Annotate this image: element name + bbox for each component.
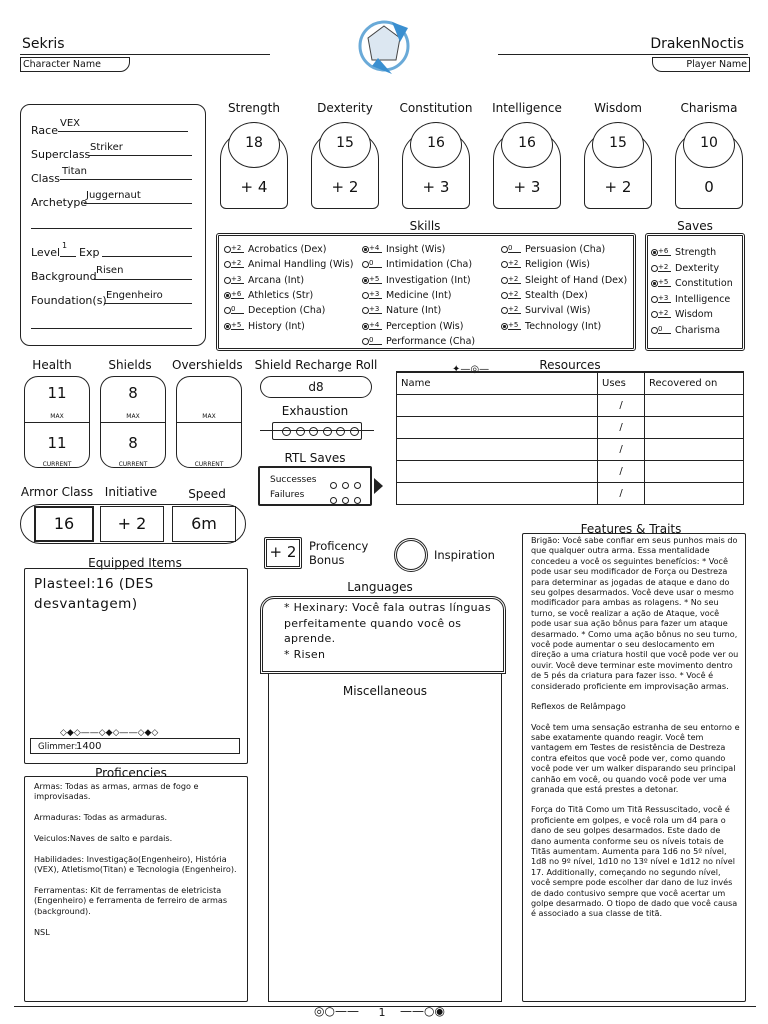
save-bonus: +6 bbox=[658, 247, 671, 256]
resource-uses[interactable]: / bbox=[598, 483, 645, 505]
health-max-value[interactable]: 11 bbox=[47, 384, 67, 402]
skill-proficiency-toggle[interactable] bbox=[362, 277, 369, 284]
skill-row[interactable] bbox=[224, 244, 327, 255]
ability-score-4[interactable]: 15 bbox=[609, 135, 627, 151]
character-name-label: Character Name bbox=[20, 57, 130, 72]
skill-name: Insight (Wis) bbox=[386, 244, 446, 255]
skill-name: Stealth (Dex) bbox=[525, 289, 588, 301]
features-text[interactable] bbox=[531, 535, 741, 929]
misc-title: Miscellaneous bbox=[342, 684, 428, 698]
exhaustion-label: Exhaustion bbox=[281, 404, 349, 418]
ability-mod-1: + 2 bbox=[331, 178, 359, 196]
identity-blank-line-2 bbox=[31, 328, 192, 329]
resource-uses[interactable]: / bbox=[598, 461, 645, 483]
proficiency-item: Armas: Todas as armas, armas de fogo e improvisadas. bbox=[34, 781, 199, 802]
superclass-label: Superclass bbox=[31, 148, 91, 161]
save-proficiency-toggle[interactable] bbox=[651, 249, 658, 256]
skill-row[interactable] bbox=[501, 275, 627, 286]
skill-name: Investigation (Int) bbox=[386, 274, 471, 286]
proficiencies-list[interactable] bbox=[34, 781, 240, 947]
emblem-icon bbox=[352, 14, 416, 78]
inspiration-field[interactable] bbox=[394, 538, 428, 572]
save-row[interactable] bbox=[651, 278, 733, 289]
proficiency-value: + 2 bbox=[269, 543, 297, 561]
skill-bonus: +2 bbox=[508, 305, 521, 314]
health-label: Health bbox=[32, 358, 72, 372]
ability-name-2: Constitution bbox=[399, 101, 473, 115]
player-name-underline bbox=[498, 54, 748, 55]
proficiency-item: NSL bbox=[34, 926, 50, 937]
skill-bonus: 0 bbox=[231, 305, 244, 314]
skill-row[interactable] bbox=[224, 259, 353, 270]
skill-row[interactable] bbox=[362, 336, 475, 347]
overshields-label: Overshields bbox=[172, 358, 243, 372]
ability-score-0[interactable]: 18 bbox=[245, 135, 263, 151]
skill-row[interactable] bbox=[362, 259, 472, 270]
save-name: Constitution bbox=[675, 278, 733, 289]
ability-mod-0: + 4 bbox=[240, 178, 268, 196]
skill-row[interactable] bbox=[224, 275, 304, 286]
feature-paragraph: Força do Titã Como um Titã Ressuscitado, você é proficiente em golpes, e você rola um d4 para o dano de seu golpes desarmados. Este dado de dano aumenta conforme seu os níveis totais de Titãs aumentam. Aumenta para 1d6 no 5º nível, 1d8 no 9º nível, 1d10 no 13º nível e 1d12 no nível 17. Additionally, começando no segundo nível, você sempre pode escolher dar dano de luz invés de dado contusivo sempre que você acertar um golpe desarmado. O tiopo de dado que você causa é associado a sua classe de titã. bbox=[531, 804, 738, 919]
save-bonus: +2 bbox=[658, 309, 671, 318]
proficiencies-title: Proficencies bbox=[95, 766, 167, 780]
skill-row[interactable] bbox=[362, 290, 451, 301]
overshields-max-label: MAX bbox=[202, 413, 216, 420]
skill-name: Intimidation (Cha) bbox=[386, 259, 473, 271]
skill-proficiency-toggle[interactable] bbox=[501, 292, 508, 299]
skill-name: Performance (Cha) bbox=[386, 335, 476, 347]
skill-bonus: 0 bbox=[369, 259, 382, 268]
health-current-value[interactable]: 11 bbox=[47, 434, 67, 452]
skill-proficiency-toggle[interactable] bbox=[501, 277, 508, 284]
skill-row[interactable] bbox=[362, 244, 445, 255]
skill-proficiency-toggle[interactable] bbox=[224, 307, 231, 314]
resource-name[interactable] bbox=[397, 417, 598, 439]
skill-proficiency-toggle[interactable] bbox=[224, 261, 231, 268]
ability-score-2[interactable]: 16 bbox=[427, 135, 445, 151]
skill-proficiency-toggle[interactable] bbox=[224, 277, 231, 284]
proficiency-item: Habilidades: Investigação(Engenheiro), História (VEX), Atletismo(Titan) e Tecnologia (Engenheiro). bbox=[34, 853, 237, 875]
save-bonus: +2 bbox=[658, 263, 671, 272]
skill-name: Deception (Cha) bbox=[248, 305, 326, 317]
skill-bonus: +3 bbox=[369, 290, 382, 299]
skill-proficiency-toggle[interactable] bbox=[224, 246, 231, 253]
resources-table bbox=[396, 372, 744, 505]
skill-proficiency-toggle[interactable] bbox=[224, 323, 231, 330]
save-name: Charisma bbox=[675, 324, 721, 336]
skill-bonus: +6 bbox=[231, 290, 244, 299]
equipped-text[interactable]: Plasteel:16 (DES desvantagem) bbox=[34, 576, 154, 612]
language-item: * Hexinary: Você fala outras línguas perfeitamente quando você os aprende. bbox=[284, 601, 491, 645]
shields-max-label: MAX bbox=[126, 413, 140, 420]
skill-row[interactable] bbox=[224, 290, 313, 301]
skill-proficiency-toggle[interactable] bbox=[362, 261, 369, 268]
save-row[interactable] bbox=[651, 247, 716, 258]
skill-row[interactable] bbox=[224, 305, 325, 316]
glimmer-label: Glimmer: bbox=[38, 742, 78, 752]
ability-score-1[interactable]: 15 bbox=[336, 135, 354, 151]
ability-mod-3: + 3 bbox=[513, 178, 541, 196]
skill-proficiency-toggle[interactable] bbox=[362, 246, 369, 253]
save-bonus: +3 bbox=[658, 294, 671, 303]
skill-row[interactable] bbox=[501, 305, 591, 316]
skill-row[interactable] bbox=[362, 275, 471, 286]
resource-row[interactable] bbox=[397, 439, 744, 461]
initiative-value: + 2 bbox=[117, 514, 147, 533]
feature-paragraph: Brigão: Você sabe confiar em seus punhos mais do que qualquer outra arma. Essa mentalidade concedeu a você os seguintes benefícios: * Você pode usar seu modificador de Força ou Destreza para determinar as jogadas de ataque e dano do seu golpes desarmados. Você deve usar o mesmo modificador para ambas as rolagens. * No seu turno, se você realizar a ação de Ataque, você pode usar sua ação bônus para fazer um ataque desarmado. * Como uma ação bônus no seu turno, você pode aumentar o seu deslocamento em direção a uma criatura hostil que você pode ver ou ouvir. Você deve terminar este movimento dentro de 5 pés da criatura para fazer isso. * Você é considerado proficiente em improvisação armas. bbox=[531, 535, 739, 691]
resource-name[interactable] bbox=[397, 395, 598, 417]
skill-proficiency-toggle[interactable] bbox=[362, 292, 369, 299]
resources-title: Resources bbox=[539, 358, 601, 372]
skill-name: Nature (Int) bbox=[386, 305, 442, 317]
rtl-saves-label: RTL Saves bbox=[284, 451, 346, 465]
shields-label: Shields bbox=[108, 358, 152, 372]
skill-name: Persuasion (Cha) bbox=[525, 244, 606, 255]
skill-name: Animal Handling (Wis) bbox=[248, 259, 354, 271]
skill-proficiency-toggle[interactable] bbox=[362, 323, 369, 330]
shield-recharge-value: d8 bbox=[308, 380, 324, 394]
skill-name: Survival (Wis) bbox=[525, 305, 591, 317]
save-proficiency-toggle[interactable] bbox=[651, 265, 658, 272]
skill-row[interactable] bbox=[501, 259, 590, 270]
class-value[interactable]: Titan bbox=[62, 166, 87, 177]
footer-ornament-icon: ◎○—— bbox=[314, 1004, 359, 1018]
save-proficiency-toggle[interactable] bbox=[651, 327, 658, 334]
save-name: Strength bbox=[675, 247, 717, 258]
health-current-label: CURRENT bbox=[42, 461, 72, 468]
save-name: Dexterity bbox=[675, 262, 720, 274]
ability-mod-5: 0 bbox=[704, 178, 714, 196]
overshields-divider bbox=[176, 422, 242, 423]
language-item: * Risen bbox=[284, 647, 326, 661]
proficiency-label-line2: Bonus bbox=[309, 553, 345, 567]
proficiency-item: Armaduras: Todas as armaduras. bbox=[34, 812, 168, 823]
skill-bonus: +2 bbox=[508, 290, 521, 299]
skill-row[interactable] bbox=[501, 321, 601, 332]
languages-title: Languages bbox=[347, 580, 413, 594]
skill-proficiency-toggle[interactable] bbox=[501, 323, 508, 330]
identity-blank-line-1 bbox=[31, 228, 192, 229]
skill-bonus: +2 bbox=[231, 259, 244, 268]
race-line bbox=[58, 131, 188, 132]
skill-bonus: +5 bbox=[231, 321, 244, 330]
skill-proficiency-toggle[interactable] bbox=[362, 338, 369, 345]
skill-proficiency-toggle[interactable] bbox=[362, 307, 369, 314]
skill-bonus: 0 bbox=[369, 336, 382, 345]
save-bonus: +5 bbox=[658, 278, 671, 287]
save-bonus: 0 bbox=[658, 325, 671, 334]
skill-bonus: +2 bbox=[508, 259, 521, 268]
ability-score-3[interactable]: 16 bbox=[518, 135, 536, 151]
skill-bonus: 0 bbox=[508, 244, 521, 253]
exp-line bbox=[102, 256, 192, 257]
proficiency-item: Veiculos:Naves de salto e pardais. bbox=[34, 833, 173, 843]
resources-ornament-icon: ✦—◎— bbox=[452, 364, 490, 375]
resource-row[interactable] bbox=[397, 395, 744, 417]
skill-bonus: +5 bbox=[508, 321, 521, 330]
race-value[interactable]: VEX bbox=[60, 118, 81, 129]
ability-mod-2: + 3 bbox=[422, 178, 450, 196]
save-proficiency-toggle[interactable] bbox=[651, 280, 658, 287]
class-label: Class bbox=[31, 172, 60, 185]
resource-recovered[interactable] bbox=[645, 417, 744, 439]
skill-name: Arcana (Int) bbox=[248, 274, 305, 286]
skill-bonus: +5 bbox=[369, 275, 382, 284]
feature-paragraph: Reflexos de Relâmpago bbox=[531, 701, 626, 712]
skill-row[interactable] bbox=[501, 290, 588, 301]
speed-label: Speed bbox=[188, 487, 226, 501]
shield-recharge-label: Shield Recharge Roll bbox=[254, 358, 378, 372]
resource-recovered[interactable] bbox=[645, 439, 744, 461]
level-label: Level bbox=[31, 246, 61, 259]
skill-row[interactable] bbox=[224, 321, 305, 332]
save-row[interactable] bbox=[651, 309, 713, 320]
skill-row[interactable] bbox=[501, 244, 605, 255]
save-proficiency-toggle[interactable] bbox=[651, 311, 658, 318]
resources-header-name: Name bbox=[397, 373, 598, 395]
archetype-value[interactable]: Juggernaut bbox=[86, 190, 141, 201]
resource-name[interactable] bbox=[397, 439, 598, 461]
resource-recovered[interactable] bbox=[645, 395, 744, 417]
level-value[interactable]: 1 bbox=[62, 241, 68, 250]
archetype-line bbox=[84, 203, 192, 204]
skill-proficiency-toggle[interactable] bbox=[501, 307, 508, 314]
misc-box[interactable] bbox=[268, 674, 502, 1002]
resource-name[interactable] bbox=[397, 483, 598, 505]
save-proficiency-toggle[interactable] bbox=[651, 296, 658, 303]
saves-title: Saves bbox=[677, 219, 713, 233]
character-name-underline bbox=[20, 54, 270, 55]
glimmer-ornament-icon: ◇◆◇——◇◆◇——◇◆◇ bbox=[60, 728, 159, 738]
resource-recovered[interactable] bbox=[645, 461, 744, 483]
rtl-successes-label: Successes bbox=[270, 475, 317, 485]
skill-name: Acrobatics (Dex) bbox=[248, 244, 327, 255]
resource-recovered[interactable] bbox=[645, 483, 744, 505]
resource-uses[interactable]: / bbox=[598, 417, 645, 439]
background-label: Background bbox=[31, 270, 97, 283]
proficiency-label-line1: Proficency bbox=[309, 539, 369, 553]
languages-text[interactable] bbox=[284, 600, 500, 662]
player-name[interactable]: DrakenNoctis bbox=[650, 36, 744, 52]
resource-row[interactable] bbox=[397, 417, 744, 439]
skill-name: Sleight of Hand (Dex) bbox=[525, 274, 628, 286]
player-name-label: Player Name bbox=[652, 57, 750, 72]
armor-class-label: Armor Class bbox=[20, 485, 94, 499]
ability-score-5[interactable]: 10 bbox=[700, 135, 718, 151]
skill-bonus: +2 bbox=[508, 275, 521, 284]
resources-header-recovered: Recovered on bbox=[645, 373, 744, 395]
resources-header-uses: Uses bbox=[598, 373, 645, 395]
resource-row[interactable] bbox=[397, 483, 744, 505]
skill-bonus: +3 bbox=[231, 275, 244, 284]
skill-row[interactable] bbox=[362, 321, 463, 332]
glimmer-value: 1400 bbox=[76, 741, 102, 752]
rtl-failures-pips[interactable] bbox=[330, 490, 361, 509]
features-title: Features & Traits bbox=[580, 522, 682, 536]
save-name: Wisdom bbox=[675, 309, 713, 320]
save-row[interactable] bbox=[651, 325, 720, 336]
proficiency-item: Ferramentas: Kit de ferramentas de eletricista (Engenheiro) e ferramenta de ferreiro de armas (background). bbox=[34, 885, 228, 916]
race-label: Race bbox=[31, 124, 58, 137]
skill-proficiency-toggle[interactable] bbox=[501, 246, 508, 253]
equipped-title: Equipped Items bbox=[88, 556, 182, 570]
ability-name-3: Intelligence bbox=[492, 101, 562, 115]
skill-proficiency-toggle[interactable] bbox=[501, 261, 508, 268]
skill-bonus: +2 bbox=[231, 244, 244, 253]
archetype-label: Archetype bbox=[31, 196, 88, 209]
foundation-label: Foundation(s) bbox=[31, 294, 107, 307]
shields-current-label: CURRENT bbox=[118, 461, 148, 468]
initiative-label: Initiative bbox=[104, 485, 158, 499]
ability-mod-4: + 2 bbox=[604, 178, 632, 196]
skill-bonus: +4 bbox=[369, 244, 382, 253]
resource-name[interactable] bbox=[397, 461, 598, 483]
armor-class-value: 16 bbox=[53, 514, 75, 533]
health-divider bbox=[24, 422, 90, 423]
skill-name: Perception (Wis) bbox=[386, 320, 464, 332]
speed-value: 6m bbox=[191, 514, 217, 533]
superclass-line bbox=[88, 155, 192, 156]
rtl-arrow-icon bbox=[374, 478, 383, 494]
skill-name: History (Int) bbox=[248, 320, 305, 332]
character-name[interactable]: Sekris bbox=[22, 36, 65, 52]
superclass-value[interactable]: Striker bbox=[90, 142, 123, 153]
skill-proficiency-toggle[interactable] bbox=[224, 292, 231, 299]
save-name: Intelligence bbox=[675, 293, 731, 305]
class-line bbox=[60, 179, 192, 180]
shields-current-value[interactable]: 8 bbox=[128, 434, 138, 452]
page-number: 1 bbox=[378, 1006, 386, 1019]
save-row[interactable] bbox=[651, 263, 719, 274]
ability-name-1: Dexterity bbox=[317, 101, 373, 115]
inspiration-label: Inspiration bbox=[434, 548, 495, 562]
rtl-failures-label: Failures bbox=[270, 490, 305, 500]
exhaustion-pips[interactable] bbox=[282, 424, 359, 437]
overshields-current-label: CURRENT bbox=[194, 461, 224, 468]
footer-ornament-right-icon: ——○◉ bbox=[400, 1004, 445, 1018]
skill-bonus: +4 bbox=[369, 321, 382, 330]
ability-name-4: Wisdom bbox=[594, 101, 642, 115]
skills-title: Skills bbox=[409, 219, 441, 233]
skill-row[interactable] bbox=[362, 305, 441, 316]
skill-name: Religion (Wis) bbox=[525, 259, 591, 271]
feature-paragraph: Você tem uma sensação estranha de seu entorno e sabe exatamente quando reagir. Você tem vantagem em Testes de resistência de Destreza contra efeitos que você pode ver, como quando você pode ver um walker disparando seu principal canhão em você, ou quando você pode ver uma granada que está prestes a detonar. bbox=[531, 721, 740, 794]
save-row[interactable] bbox=[651, 294, 730, 305]
resource-uses[interactable]: / bbox=[598, 395, 645, 417]
background-line bbox=[94, 279, 192, 280]
resource-uses[interactable]: / bbox=[598, 439, 645, 461]
background-value[interactable]: Risen bbox=[96, 265, 124, 276]
skill-name: Athletics (Str) bbox=[248, 289, 314, 301]
resource-row[interactable] bbox=[397, 461, 744, 483]
health-max-label: MAX bbox=[50, 413, 64, 420]
level-line bbox=[60, 256, 76, 257]
ability-name-0: Strength bbox=[228, 101, 280, 115]
shields-max-value[interactable]: 8 bbox=[128, 384, 138, 402]
ability-name-5: Charisma bbox=[680, 101, 738, 115]
skill-bonus: +3 bbox=[369, 305, 382, 314]
skill-name: Medicine (Int) bbox=[386, 289, 452, 301]
exp-label: Exp bbox=[79, 246, 100, 259]
foundation-line bbox=[104, 303, 192, 304]
foundation-value[interactable]: Engenheiro bbox=[106, 290, 163, 301]
identity-box bbox=[20, 104, 206, 346]
skill-name: Technology (Int) bbox=[525, 320, 602, 332]
shields-divider bbox=[100, 422, 166, 423]
